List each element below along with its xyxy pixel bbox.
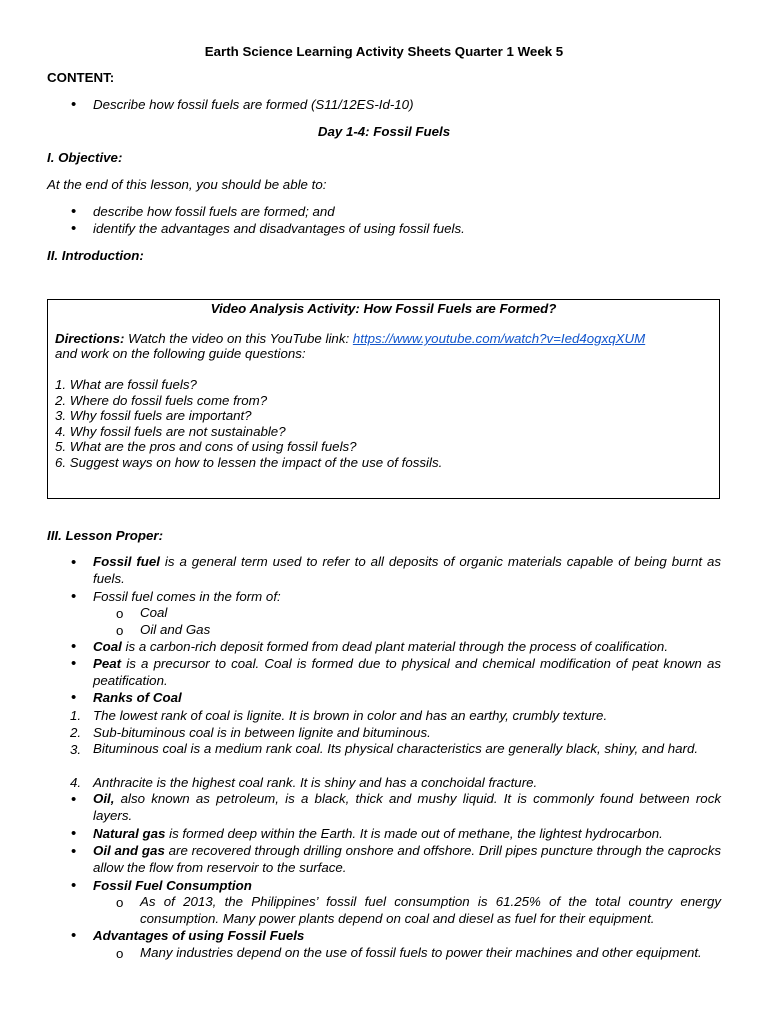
bullet-marker: • — [71, 689, 77, 706]
day-title: Day 1-4: Fossil Fuels — [317, 124, 451, 139]
objective-item: identify the advantages and disadvantages of using fossil fuels. — [93, 221, 465, 236]
term: Peat — [93, 656, 122, 671]
rank-number: 1. — [70, 708, 82, 723]
rank-number: 3. — [70, 742, 82, 757]
definition-text: also known as petroleum, is a black, thick and mushy liquid. It is commonly found between rock layers. — [93, 791, 721, 823]
rank-item: Anthracite is the highest coal rank. It is shiny and has a conchoidal fracture. — [93, 775, 538, 790]
oil-gas-recovery — [93, 843, 721, 876]
content-item: Describe how fossil fuels are formed (S11/12ES-Id-10) — [93, 97, 414, 112]
coal-definition — [93, 639, 721, 654]
bullet-marker: • — [71, 825, 77, 842]
youtube-link[interactable]: https://www.youtube.com/watch?v=Ied4ogxqXUM — [352, 331, 646, 346]
sub-bullet-marker: o — [116, 606, 124, 621]
directions-continued: and work on the following guide questions: — [55, 346, 306, 361]
sub-bullet-marker: o — [116, 895, 124, 910]
rank-item: The lowest rank of coal is lignite. It is brown in color and has an earthy, crumbly texture. — [93, 708, 608, 723]
term: Oil and gas — [93, 843, 165, 858]
objective-heading: I. Objective: — [47, 150, 123, 165]
objective-intro: At the end of this lesson, you should be able to: — [47, 177, 327, 192]
guide-question: 2. Where do fossil fuels come from? — [55, 393, 268, 408]
bullet-marker: • — [71, 655, 77, 672]
advantages-heading: Advantages of using Fossil Fuels — [93, 928, 305, 943]
peat-definition — [93, 656, 721, 689]
guide-question: 1. What are fossil fuels? — [55, 377, 197, 392]
objective-item: describe how fossil fuels are formed; and — [93, 204, 335, 219]
lesson-heading: III. Lesson Proper: — [47, 528, 164, 543]
bullet-marker: • — [71, 927, 77, 944]
rank-number: 2. — [70, 725, 82, 740]
bullet-marker: • — [71, 203, 77, 220]
bullet-marker: • — [71, 220, 77, 237]
definition-text: is a precursor to coal. Coal is formed due to physical and chemical modification of peat known as peatification. — [93, 656, 721, 688]
oil-definition — [93, 791, 721, 824]
form-item: Coal — [140, 605, 168, 620]
bullet-marker: • — [71, 554, 77, 571]
introduction-heading: II. Introduction: — [47, 248, 144, 263]
guide-question: 4. Why fossil fuels are not sustainable? — [55, 424, 286, 439]
guide-question: 3. Why fossil fuels are important? — [55, 408, 252, 423]
page-title: Earth Science Learning Activity Sheets Quarter 1 Week 5 — [204, 44, 564, 59]
term: Fossil fuel — [93, 554, 160, 569]
sub-bullet-marker: o — [116, 623, 124, 638]
forms-intro: Fossil fuel comes in the form of: — [93, 589, 281, 604]
consumption-text: As of 2013, the Philippines’ fossil fuel consumption is 61.25% of the total country energy consumption. Many power plants depend on coal and diesel as fuel for their equipment. — [140, 894, 721, 926]
directions-line — [55, 331, 712, 346]
term: Oil, — [93, 791, 115, 806]
bullet-marker: • — [71, 843, 77, 860]
form-item: Oil and Gas — [140, 622, 211, 637]
term: Coal — [93, 639, 122, 654]
bullet-marker: • — [71, 638, 77, 655]
bullet-marker: • — [71, 877, 77, 894]
activity-title: Video Analysis Activity: How Fossil Fuels are Formed? — [210, 301, 557, 316]
directions-label: Directions: — [55, 331, 125, 346]
advantages-text: Many industries depend on the use of fossil fuels to power their machines and other equipment. — [140, 945, 702, 960]
natural-gas-definition — [93, 826, 721, 841]
definition-text: are recovered through drilling onshore and offshore. Drill pipes puncture through the caprocks allow the flow from reservoir to the surface. — [93, 843, 721, 875]
guide-question: 5. What are the pros and cons of using fossil fuels? — [55, 439, 357, 454]
sub-bullet-marker: o — [116, 946, 124, 961]
rank-item: Sub-bituminous coal is in between lignite and bituminous. — [93, 725, 431, 740]
fossil-fuel-definition — [93, 554, 721, 587]
bullet-marker: • — [71, 588, 77, 605]
rank-item: Bituminous coal is a medium rank coal. Its physical characteristics are generally black, shiny, and hard. — [93, 741, 699, 756]
bullet-marker: • — [71, 96, 77, 113]
content-label: CONTENT: — [47, 70, 115, 85]
bullet-marker: • — [71, 791, 77, 808]
video-activity-box — [47, 299, 720, 499]
definition-text: is a carbon-rich deposit formed from dead plant material through the process of coalification. — [121, 639, 669, 654]
rank-number: 4. — [70, 775, 82, 790]
definition-text: is formed deep within the Earth. It is made out of methane, the lightest hydrocarbon. — [165, 826, 663, 841]
directions-text: Watch the video on this YouTube link: — [124, 331, 353, 346]
ranks-heading: Ranks of Coal — [93, 690, 182, 705]
definition-text: is a general term used to refer to all deposits of organic materials capable of being burnt as fuels. — [93, 554, 721, 586]
term: Natural gas — [93, 826, 166, 841]
consumption-heading: Fossil Fuel Consumption — [93, 878, 252, 893]
guide-question: 6. Suggest ways on how to lessen the impact of the use of fossils. — [55, 455, 443, 470]
